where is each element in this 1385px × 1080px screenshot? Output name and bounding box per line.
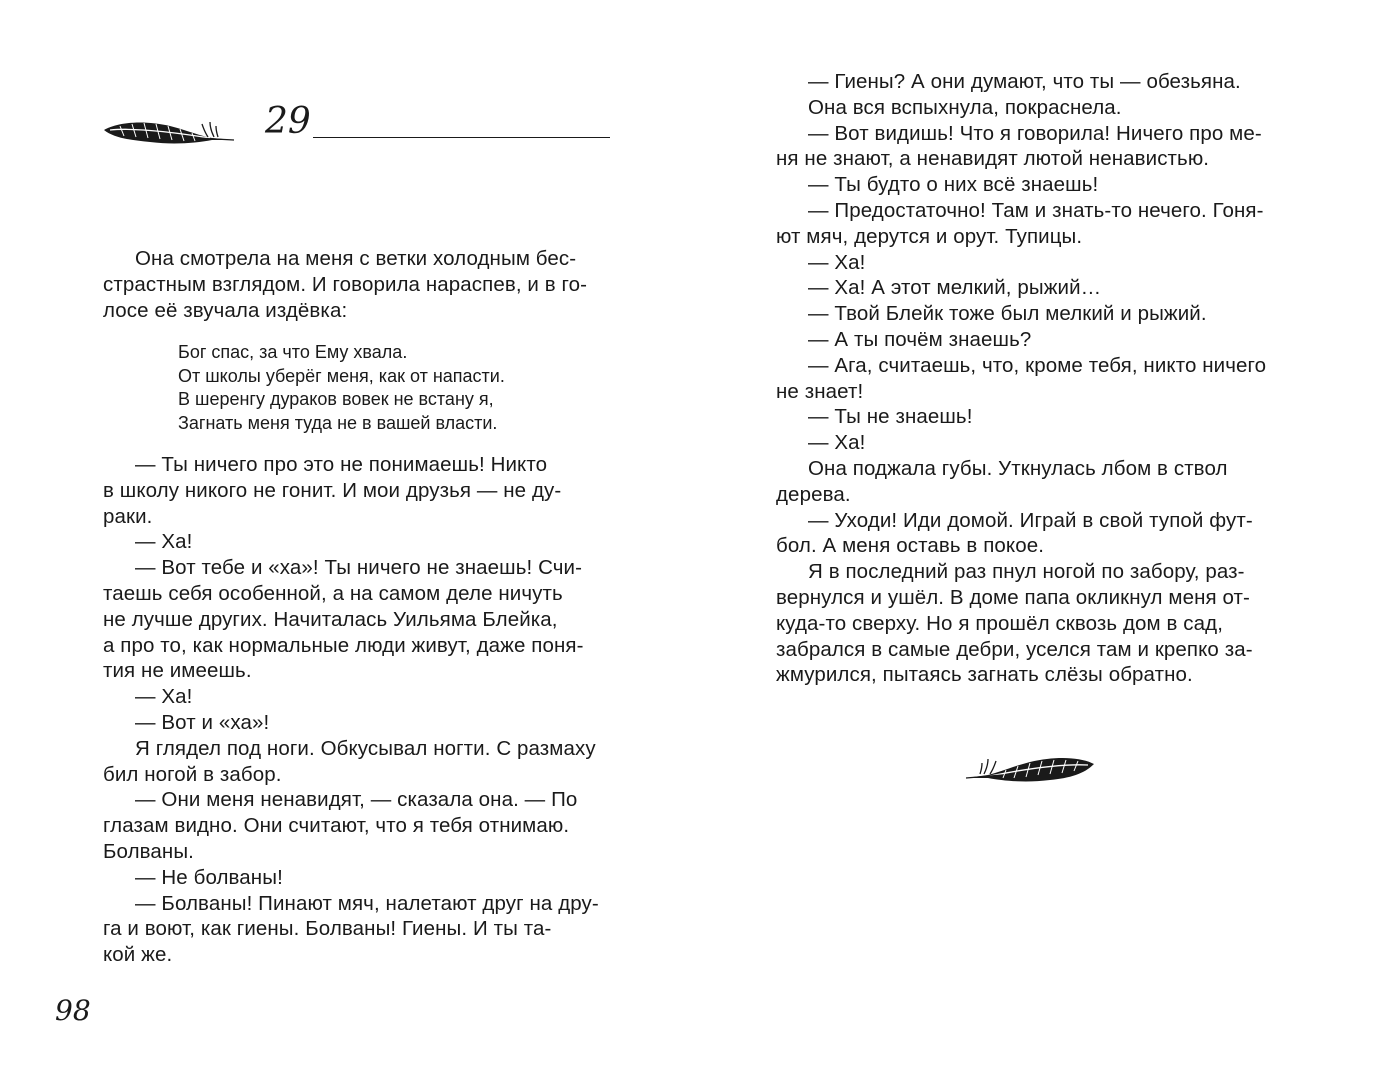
text-line: га и воют, как гиены. Болваны! Гиены. И ты та- bbox=[103, 917, 552, 941]
right-page bbox=[692, 0, 1385, 1080]
text-line: ня не знают, а ненавидят лютой ненавистью. bbox=[776, 147, 1210, 171]
text-line: — Ха! А этот мелкий, рыжий… bbox=[808, 276, 1102, 300]
text-line: — Ага, считаешь, что, кроме тебя, никто ничего bbox=[808, 353, 1267, 377]
chapter-number: 29 bbox=[265, 101, 311, 142]
text-line: — Ха! bbox=[135, 685, 193, 709]
text-line: — А ты почём знаешь? bbox=[808, 327, 1032, 351]
poem-line: В шеренгу дураков вовек не встану я, bbox=[178, 389, 494, 409]
text-line: куда-то сверху. Но я прошёл сквозь дом в сад, bbox=[776, 611, 1224, 635]
text-line: — Вот и «ха»! bbox=[135, 710, 270, 734]
dialog-text bbox=[776, 69, 1288, 688]
text-line: — Ха! bbox=[808, 250, 866, 274]
text-line: кой же. bbox=[103, 943, 173, 967]
text-line: — Ты не знаешь! bbox=[808, 405, 973, 429]
text-line: — Не болваны! bbox=[135, 865, 283, 889]
page-number: 98 bbox=[55, 994, 91, 1027]
text-line: дерева. bbox=[776, 482, 851, 506]
text-line: — Вот тебе и «ха»! Ты ничего не знаешь! Счи- bbox=[135, 556, 583, 580]
poem-line: Бог спас, за что Ему хвала. bbox=[178, 342, 408, 362]
intro-paragraph bbox=[103, 246, 613, 323]
text-line: ют мяч, дерутся и орут. Тупицы. bbox=[776, 224, 1083, 248]
text-line: жмурился, пытаясь загнать слёзы обратно. bbox=[776, 663, 1193, 687]
text-line: — Твой Блейк тоже был мелкий и рыжий. bbox=[808, 302, 1207, 326]
text-line: в школу никого не гонит. И мои друзья — не ду- bbox=[103, 478, 562, 502]
text-line: — Ты будто о них всё знаешь! bbox=[808, 173, 1099, 197]
text-line: — Ты ничего про это не понимаешь! Никто bbox=[135, 453, 548, 476]
text-line: — Предостаточно! Там и знать-то нечего. Гоня- bbox=[808, 198, 1264, 222]
text-line: тия не имеешь. bbox=[103, 659, 252, 683]
text-line: Болваны. bbox=[103, 839, 194, 863]
poem-line: От школы уберёг меня, как от напасти. bbox=[178, 365, 505, 386]
text-line: — Болваны! Пинают мяч, налетают друг на дру- bbox=[135, 891, 599, 915]
left-page bbox=[0, 0, 692, 1080]
text-line: Она поджала губы. Уткнулась лбом в ствол bbox=[808, 456, 1228, 480]
text-line: бол. А меня оставь в покое. bbox=[776, 534, 1044, 558]
text-line: а про то, как нормальные люди живут, даже поня- bbox=[103, 633, 584, 657]
text-line: Она вся вспыхнула, покраснела. bbox=[808, 95, 1122, 119]
text-line: — Они меня ненавидят, — сказала она. — По bbox=[135, 788, 578, 812]
dialog-text bbox=[103, 452, 613, 968]
text-line: забрался в самые дебри, уселся там и крепко за- bbox=[776, 637, 1253, 661]
text-line: лосе её звучала издёвка: bbox=[103, 298, 348, 322]
text-line: таешь себя особенной, а на самом деле ничуть bbox=[103, 581, 563, 605]
poem-block bbox=[178, 341, 598, 435]
text-line: — Ха! bbox=[808, 431, 866, 455]
text-line: Она смотрела на меня с ветки холодным бес- bbox=[135, 247, 577, 270]
text-line: страстным взглядом. И говорила нараспев, и в го- bbox=[103, 272, 588, 296]
text-line: — Уходи! Иди домой. Играй в свой тупой фут- bbox=[808, 508, 1253, 532]
poem-line: Загнать меня туда не в вашей власти. bbox=[178, 412, 498, 433]
text-line: глазам видно. Они считают, что я тебя отнимаю. bbox=[103, 814, 570, 838]
chapter-heading bbox=[100, 100, 612, 150]
text-line: Я в последний раз пнул ногой по забору, раз- bbox=[808, 560, 1245, 584]
text-line: — Вот видишь! Что я говорила! Ничего про ме- bbox=[808, 121, 1262, 145]
text-line: не знает! bbox=[776, 379, 864, 403]
feather-icon bbox=[100, 116, 238, 148]
text-line: Я глядел под ноги. Обкусывал ногти. С размаху bbox=[135, 736, 596, 760]
text-line: — Ха! bbox=[135, 530, 193, 554]
text-line: — Гиены? А они думают, что ты — обезьяна. bbox=[808, 70, 1241, 93]
text-line: не лучше других. Начиталась Уильяма Блейка, bbox=[103, 607, 558, 631]
text-line: бил ногой в забор. bbox=[103, 762, 282, 786]
text-line: вернулся и ушёл. В доме папа окликнул меня от- bbox=[776, 585, 1250, 609]
chapter-rule bbox=[313, 137, 610, 138]
feather-icon bbox=[964, 752, 1098, 786]
text-line: раки. bbox=[103, 504, 153, 528]
